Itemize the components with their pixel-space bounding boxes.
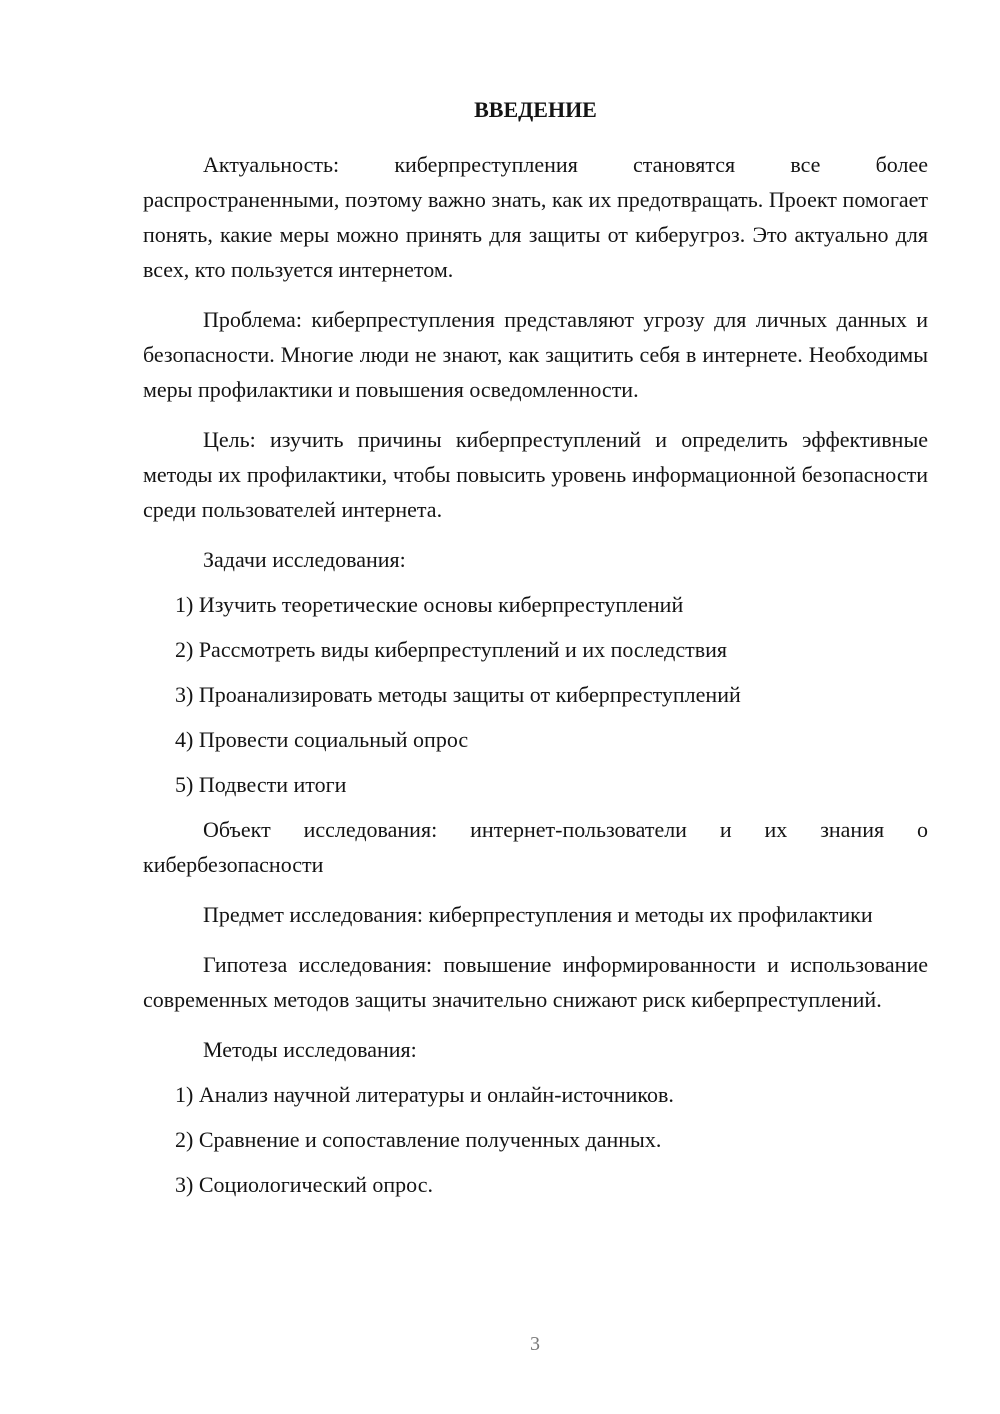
problem-paragraph: Проблема: киберпреступления представляют угрозу для личных данных и безопасности. Многие люди не знают, как защитить себя в интернете. Необходимы меры профилактики и повышения осведомленности. [143, 307, 928, 402]
task-item: 2) Рассмотреть виды киберпреступлений и их последствия [175, 637, 727, 662]
hypothesis-paragraph: Гипотеза исследования: повышение информированности и использование современных методов защиты значительно снижают риск киберпреступлений. [143, 952, 928, 1012]
method-item: 1) Анализ научной литературы и онлайн-источников. [175, 1082, 674, 1107]
page-number: 3 [530, 1333, 540, 1355]
task-item: 5) Подвести итоги [175, 772, 347, 797]
goal-paragraph: Цель: изучить причины киберпреступлений и определить эффективные методы их профилактики, чтобы повысить уровень информационной безопасности среди пользователей интернета. [143, 427, 928, 522]
tasks-title: Задачи исследования: [203, 547, 406, 572]
task-item: 4) Провести социальный опрос [175, 727, 469, 752]
methods-title: Методы исследования: [203, 1037, 417, 1062]
task-item: 3) Проанализировать методы защиты от киберпреступлений [175, 682, 741, 707]
task-item: 1) Изучить теоретические основы киберпреступлений [175, 592, 684, 617]
document-page [143, 95, 928, 1212]
relevance-paragraph: Актуальность: киберпреступления становятся все более распространенными, поэтому важно знать, как их предотвращать. Проект помогает понять, какие меры можно принять для защиты от киберугроз. Это актуально для всех, кто пользуется интернетом. [143, 152, 928, 282]
section-heading: ВВЕДЕНИЕ [474, 97, 597, 122]
method-item: 2) Сравнение и сопоставление полученных данных. [175, 1127, 662, 1152]
subject-paragraph: Предмет исследования: киберпреступления и методы их профилактики [203, 902, 873, 927]
object-paragraph: Объект исследования: интернет-пользователи и их знания о кибербезопасности [143, 817, 928, 877]
method-item: 3) Социологический опрос. [175, 1172, 433, 1197]
